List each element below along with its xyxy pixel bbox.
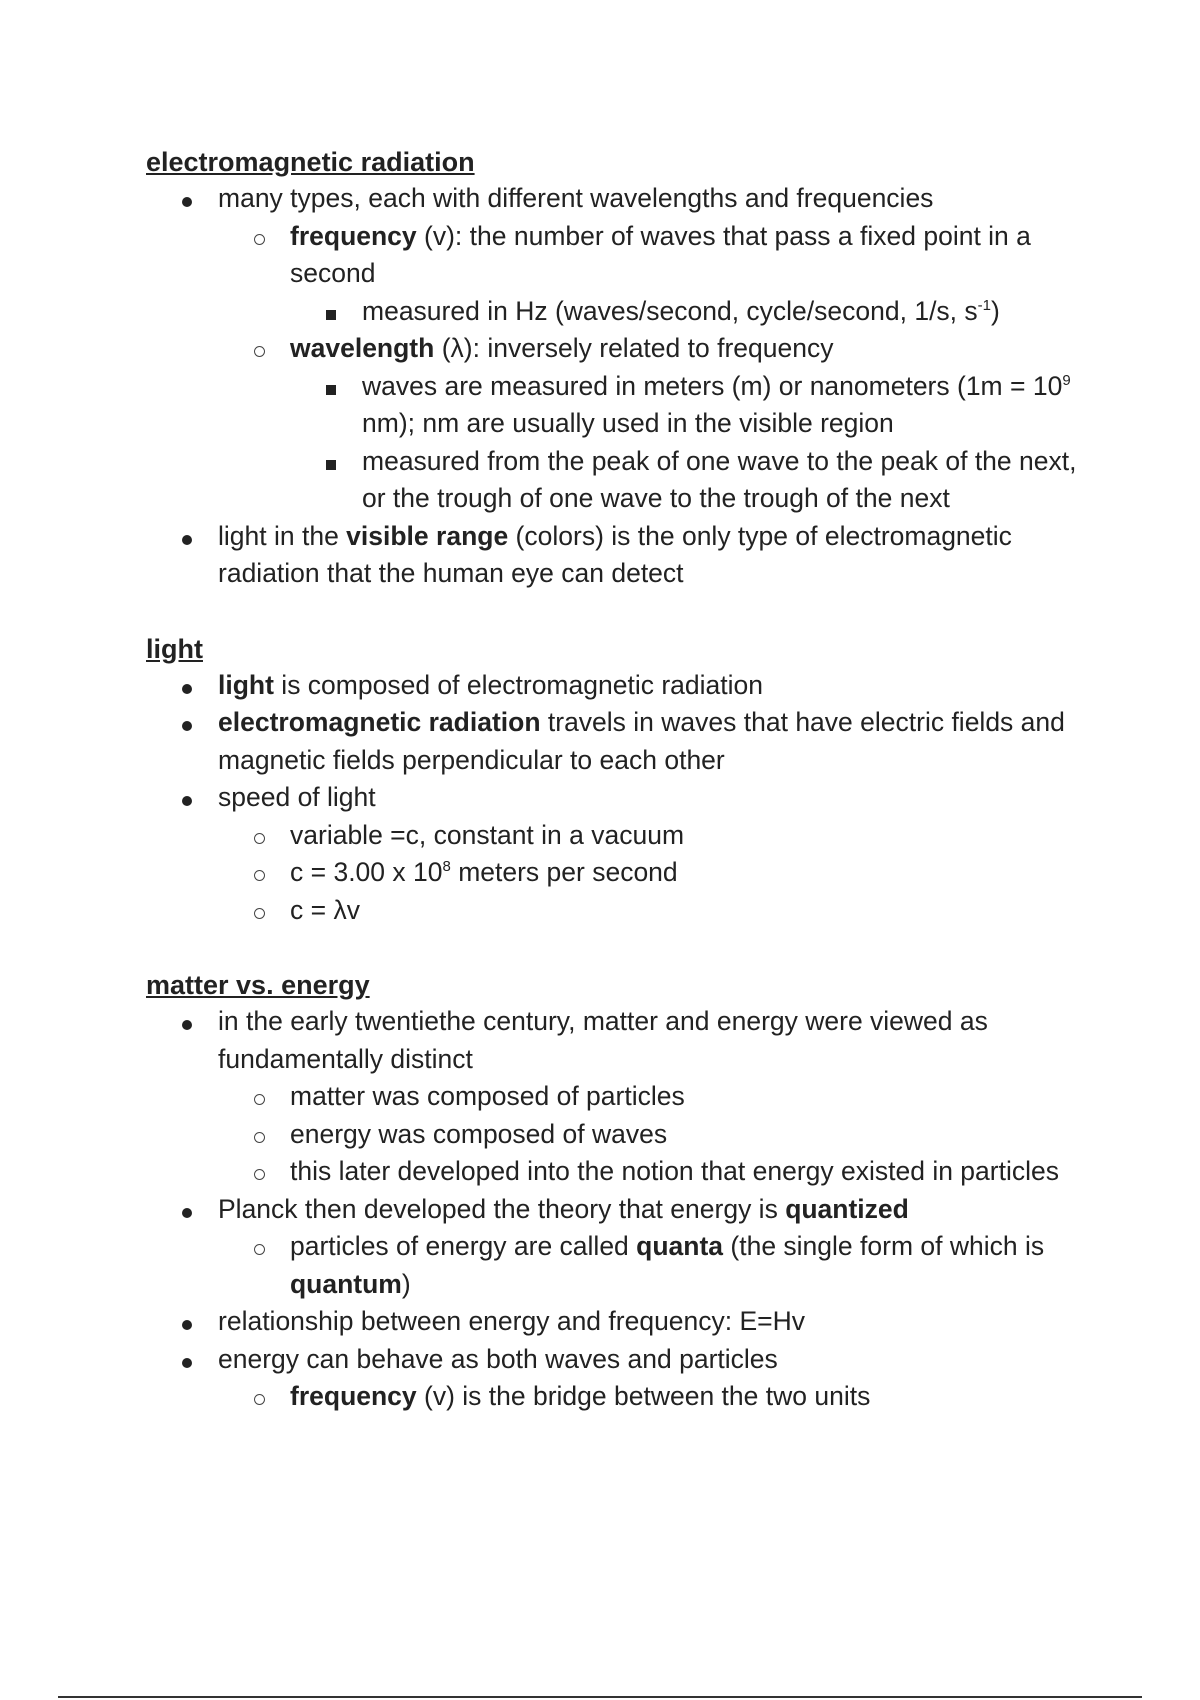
list-item: light in the visible range (colors) is the only type of electromagnetic radiation that the human eye can detect <box>146 518 1086 593</box>
circle-bullet-icon <box>254 1378 265 1416</box>
section-title: electromagnetic radiation <box>146 147 475 177</box>
bullet-list <box>146 667 1086 930</box>
disc-bullet-icon <box>182 1341 192 1379</box>
circle-bullet-icon <box>254 1078 265 1116</box>
list-item: variable =c, constant in a vacuum <box>218 817 1086 855</box>
list-item: this later developed into the notion that energy existed in particles <box>218 1153 1086 1191</box>
disc-bullet-icon <box>182 1191 192 1229</box>
circle-bullet-icon <box>254 1116 265 1154</box>
circle-bullet-icon <box>254 330 265 368</box>
section-electromagnetic-radiation <box>146 144 1086 593</box>
list-item: frequency (v): the number of waves that pass a fixed point in a second measured in Hz (waves/second, cycle/second, 1/s, $s^{-1}$) <box>218 218 1086 331</box>
notes-page <box>146 144 1086 1454</box>
list-item: measured in Hz (waves/second, cycle/second, 1/s, $s^{-1}$) <box>290 293 1086 331</box>
square-bullet-icon <box>326 368 336 406</box>
list-item: c = λv <box>218 892 1086 930</box>
bullet-list <box>146 180 1086 593</box>
disc-bullet-icon <box>182 518 192 556</box>
list-item: c = 3.00 x $10^8$ meters per second <box>218 854 1086 892</box>
list-item: particles of energy are called quanta (the single form of which is quantum) <box>218 1228 1086 1303</box>
disc-bullet-icon <box>182 180 192 218</box>
list-item: speed of light variable =c, constant in a vacuum c = 3.00 x $10^8$ meters per second c = λv <box>146 779 1086 929</box>
circle-bullet-icon <box>254 817 265 855</box>
list-item: energy was composed of waves <box>218 1116 1086 1154</box>
sub-list <box>218 218 1086 518</box>
square-bullet-icon <box>326 443 336 481</box>
sub-list <box>218 1228 1086 1303</box>
list-item: measured from the peak of one wave to the peak of the next, or the trough of one wave to the trough of the next <box>290 443 1086 518</box>
list-item: matter was composed of particles <box>218 1078 1086 1116</box>
disc-bullet-icon <box>182 704 192 742</box>
section-matter-vs-energy <box>146 967 1086 1416</box>
disc-bullet-icon <box>182 1003 192 1041</box>
page-bottom-rule <box>58 1696 1142 1698</box>
sub-list <box>218 1378 1086 1416</box>
disc-bullet-icon <box>182 1303 192 1341</box>
section-title: light <box>146 633 203 664</box>
list-item: electromagnetic radiation travels in waves that have electric fields and magnetic fields perpendicular to each other <box>146 704 1086 779</box>
list-item: many types, each with different wavelengths and frequencies frequency (v): the number of waves that pass a fixed point in a second measured in Hz (waves/second, cycle/second, 1/s, $s^{-1}$) wavelength (λ): inversely related to frequency waves are measured in meters (m) or nanometers ($1m = 10^9$ nm); nm are usually used in the visible region measured from the peak of one wave to the peak of the next, or the trough of one wave to the trough of the next <box>146 180 1086 518</box>
list-item: waves are measured in meters (m) or nanometers ($1m = 10^9$ nm); nm are usually used in the visible region <box>290 368 1086 443</box>
sub-sub-list <box>290 368 1086 518</box>
circle-bullet-icon <box>254 218 265 256</box>
sub-list <box>218 817 1086 930</box>
list-item: energy can behave as both waves and particles frequency (v) is the bridge between the two units <box>146 1341 1086 1416</box>
list-item: relationship between energy and frequency: E=Hv <box>146 1303 1086 1341</box>
bullet-list <box>146 1003 1086 1416</box>
square-bullet-icon <box>326 293 336 331</box>
disc-bullet-icon <box>182 667 192 705</box>
section-light <box>146 631 1086 930</box>
list-item: in the early twentiethe century, matter and energy were viewed as fundamentally distinct matter was composed of particles energy was composed of waves this later developed into the notion that energy existed in particles <box>146 1003 1086 1191</box>
sub-sub-list <box>290 293 1086 331</box>
list-item: light is composed of electromagnetic radiation <box>146 667 1086 705</box>
list-item: Planck then developed the theory that energy is quantized particles of energy are called quanta (the single form of which is quantum) <box>146 1191 1086 1304</box>
circle-bullet-icon <box>254 892 265 930</box>
circle-bullet-icon <box>254 1153 265 1191</box>
sub-list <box>218 1078 1086 1191</box>
list-item: wavelength (λ): inversely related to frequency waves are measured in meters (m) or nanometers ($1m = 10^9$ nm); nm are usually used in the visible region measured from the peak of one wave to the peak of the next, or the trough of one wave to the trough of the next <box>218 330 1086 518</box>
list-item: frequency (v) is the bridge between the two units <box>218 1378 1086 1416</box>
circle-bullet-icon <box>254 1228 265 1266</box>
disc-bullet-icon <box>182 779 192 817</box>
circle-bullet-icon <box>254 854 265 892</box>
section-title: matter vs. energy <box>146 970 370 1000</box>
